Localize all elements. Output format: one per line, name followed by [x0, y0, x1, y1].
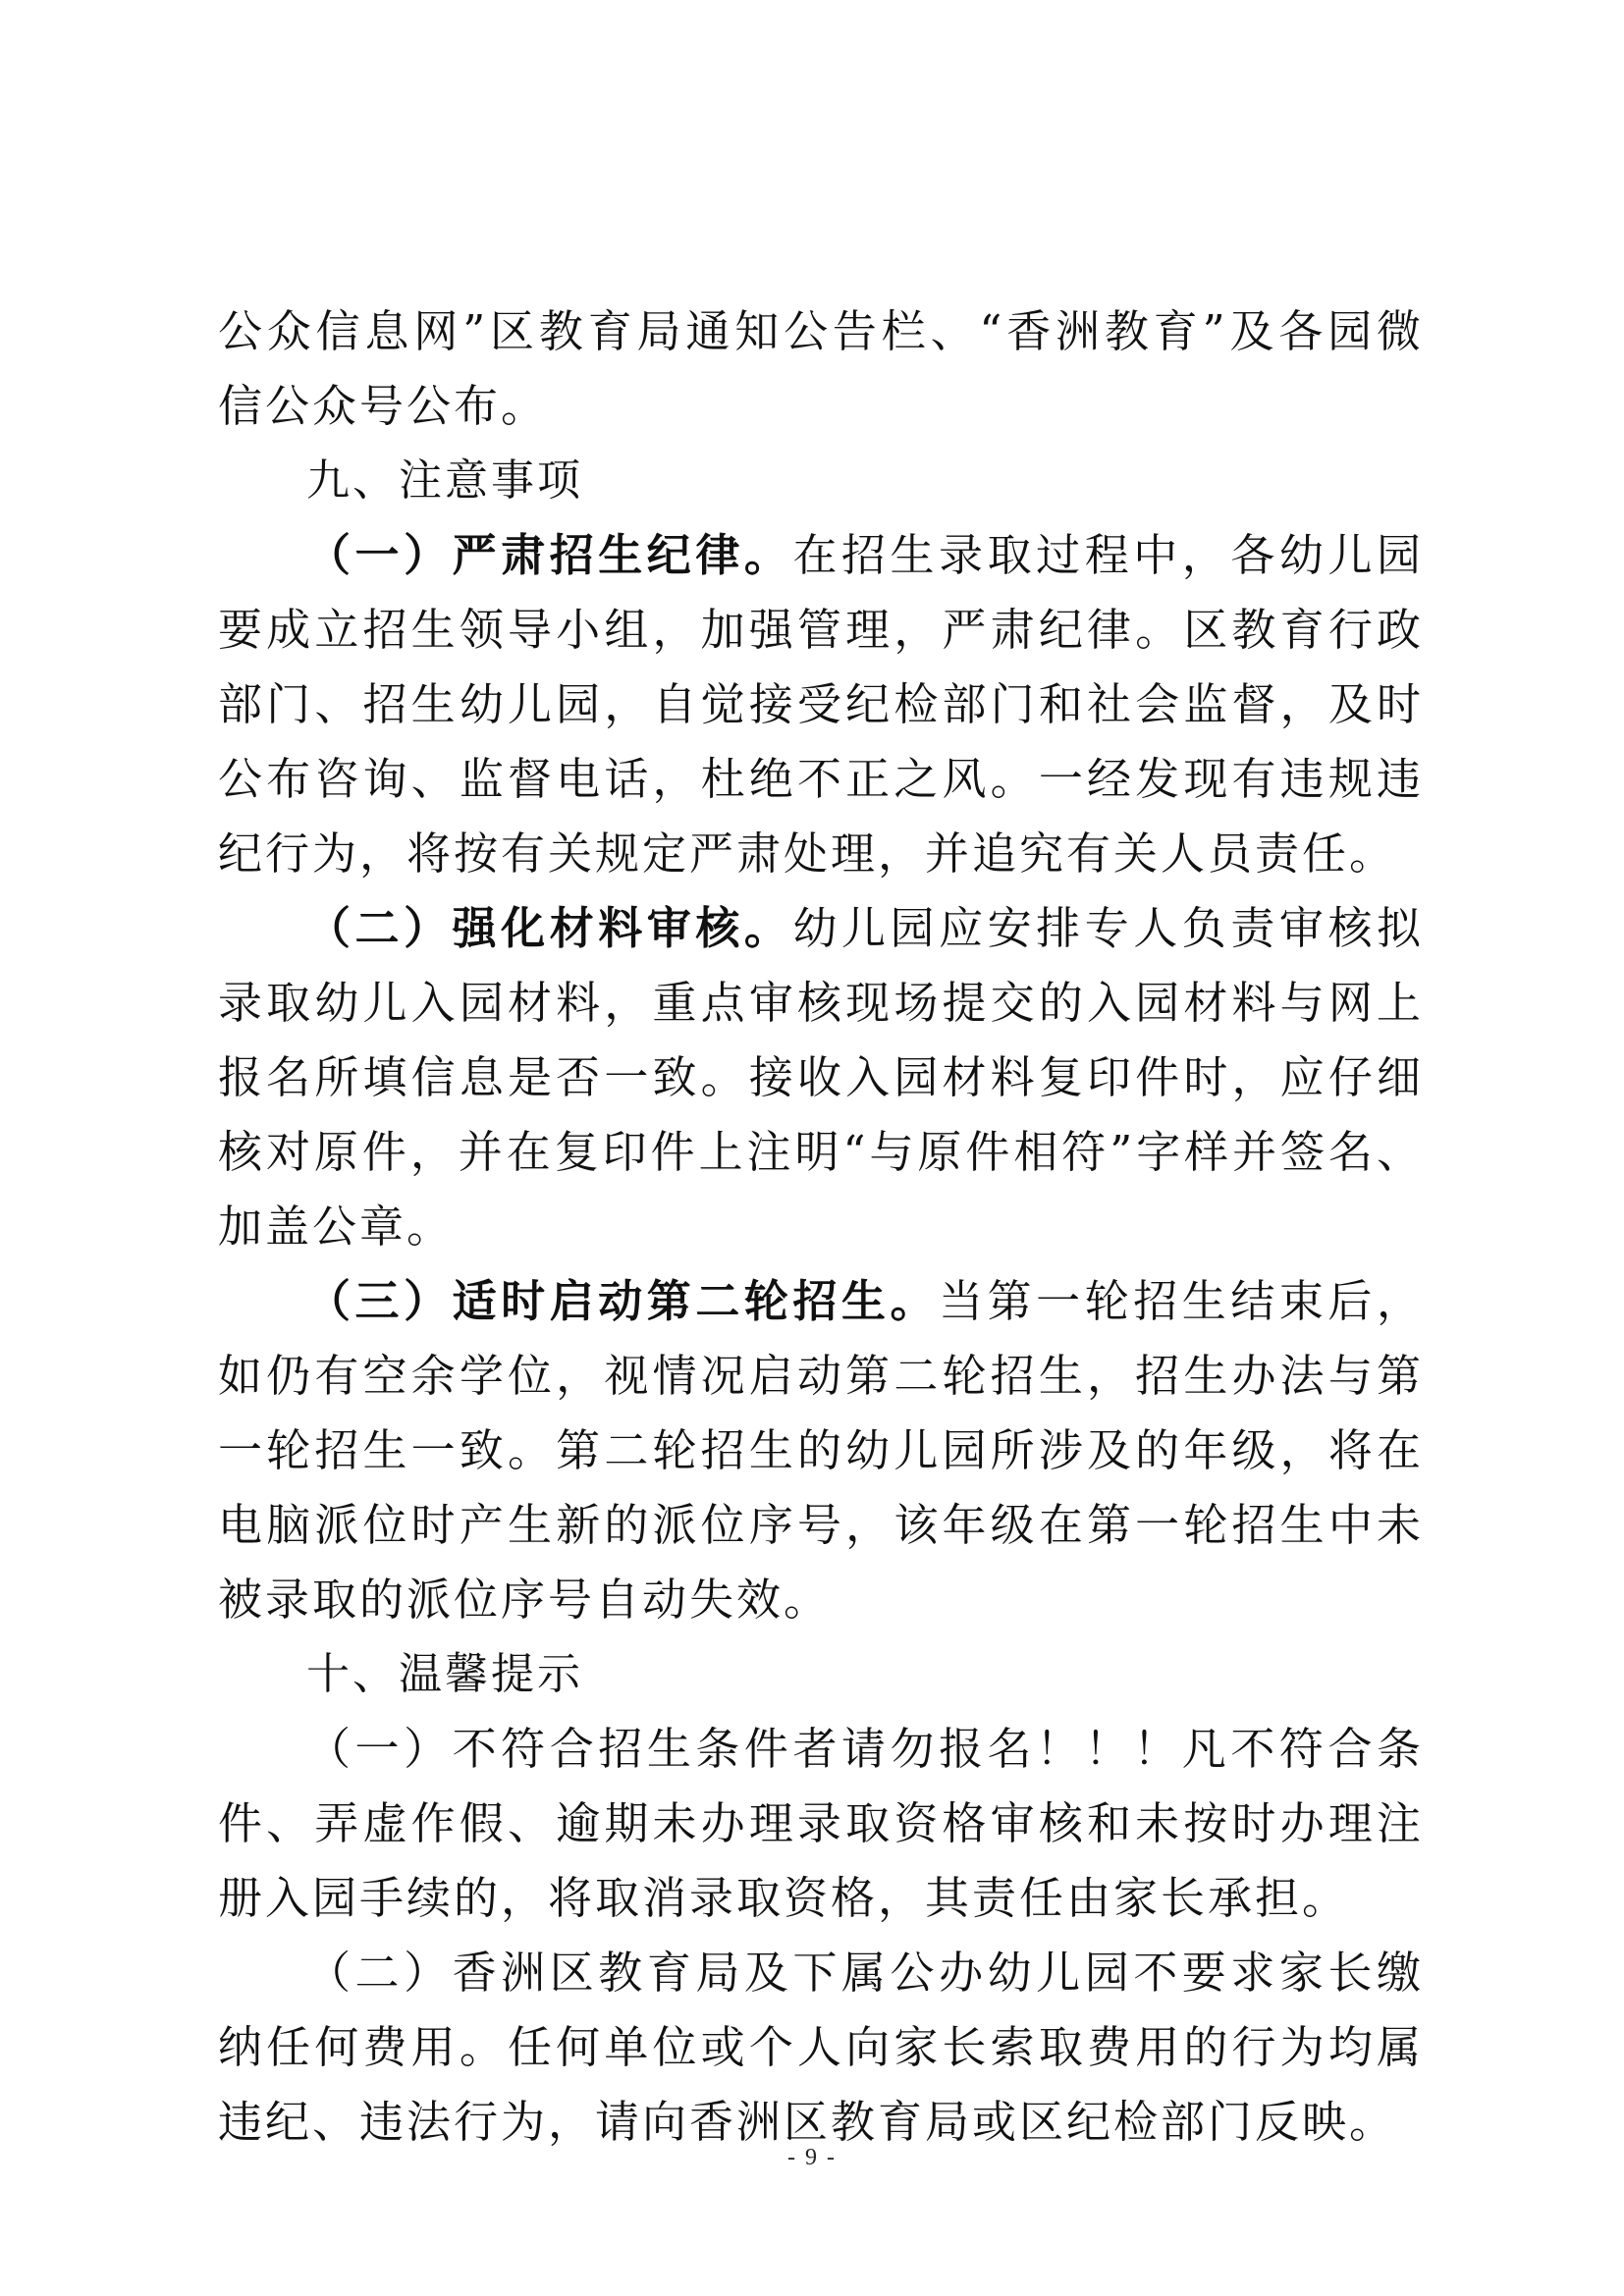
heading-text: 九、注意事项 — [306, 455, 583, 506]
paragraph-lead: （二）强化材料审核。 — [306, 902, 793, 954]
paragraph-second-round — [218, 1264, 1424, 1637]
paragraph-text: （二）香洲区教育局及下属公办幼儿园不要求家长缴纳任何费用。任何单位或个人向家长索取费用的行为均属违纪、违法行为，请向香洲区教育局或区纪检部门反映。 — [218, 1947, 1424, 2148]
paragraph-text: 幼儿园应安排专人负责审核拟录取幼儿入园材料，重点审核现场提交的入园材料与网上报名所填信息是否一致。接收入园材料复印件时，应仔细核对原件，并在复印件上注明“与原件相符”字样并签名、加盖公章。 — [218, 902, 1424, 1253]
paragraph-text: 在招生录取过程中，各幼儿园要成立招生领导小组，加强管理，严肃纪律。区教育行政部门、招生幼儿园，自觉接受纪检部门和社会监督，及时公布咨询、监督电话，杜绝不正之风。一经发现有违规违纪行为，将按有关规定严肃处理，并追究有关人员责任。 — [218, 529, 1424, 880]
paragraph-text: （一）不符合招生条件者请勿报名！！！凡不符合条件、弄虚作假、逾期未办理录取资格审核和未按时办理注册入园手续的，将取消录取资格，其责任由家长承担。 — [218, 1723, 1424, 1924]
paragraph-material-review — [218, 891, 1424, 1264]
paragraph-tip-two — [218, 1936, 1424, 2160]
paragraph-discipline — [218, 518, 1424, 891]
paragraph-lead: （三）适时启动第二轮招生。 — [306, 1275, 940, 1327]
paragraph-text: 公众信息网”区教育局通知公告栏、“香洲教育”及各园微信公众号公布。 — [218, 305, 1424, 432]
document-body — [218, 294, 1424, 2160]
paragraph-text: 当第一轮招生结束后，如仍有空余学位，视情况启动第二轮招生，招生办法与第一轮招生一致。第二轮招生的幼儿园所涉及的年级，将在电脑派位时产生新的派位序号，该年级在第一轮招生中未被录取的派位序号自动失效。 — [218, 1275, 1424, 1626]
section-heading-nine — [218, 444, 1424, 518]
paragraph-tip-one — [218, 1712, 1424, 1936]
paragraph-lead: （一）严肃招生纪律。 — [306, 529, 793, 581]
section-heading-ten — [218, 1637, 1424, 1712]
page-number: - 9 - — [787, 2145, 837, 2170]
heading-text: 十、温馨提示 — [306, 1649, 583, 1699]
paragraph-continuation — [218, 294, 1424, 444]
